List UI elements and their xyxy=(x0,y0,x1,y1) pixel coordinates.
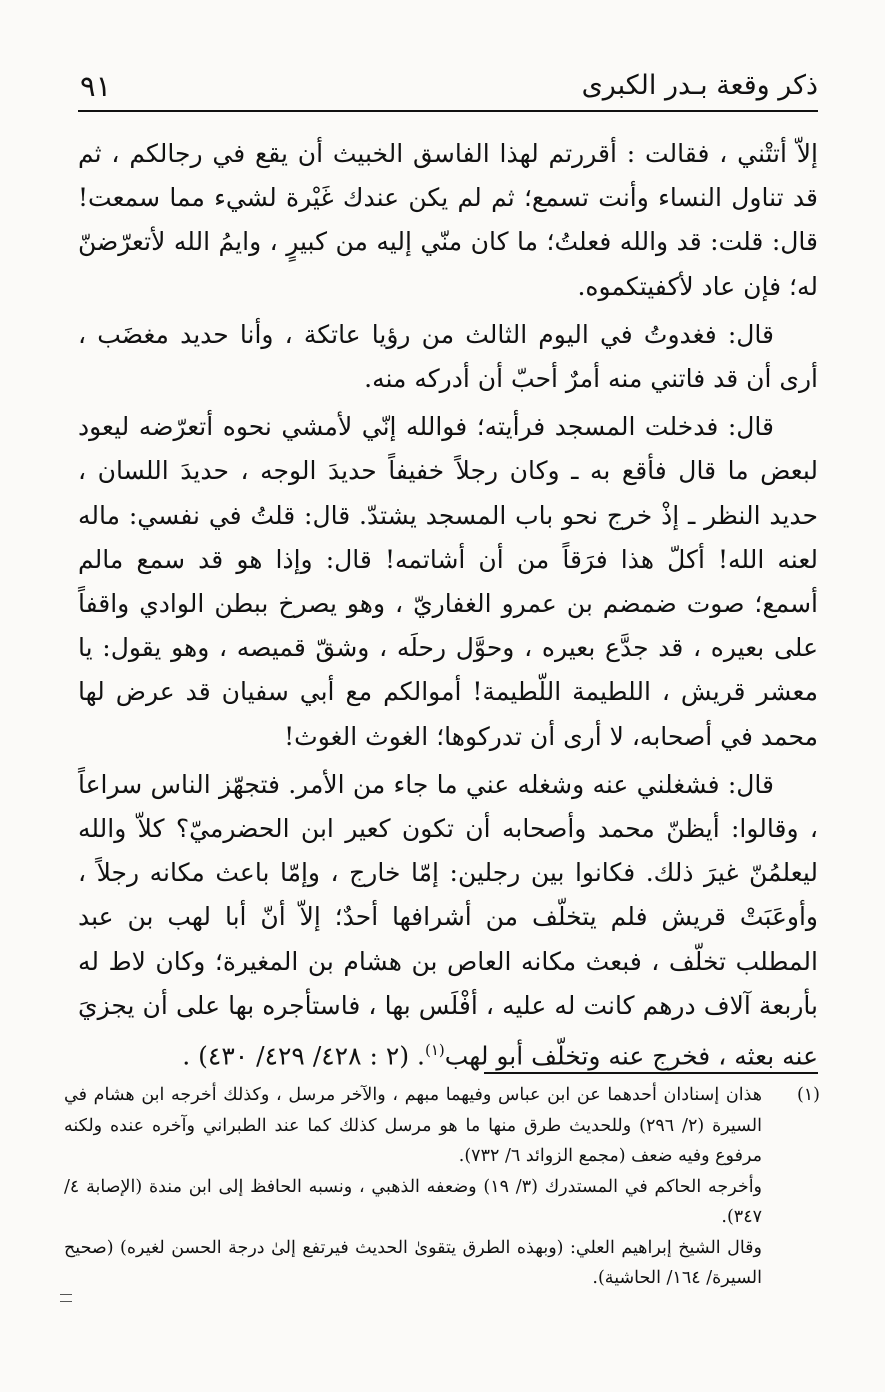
page-number: ٩١ xyxy=(80,69,112,103)
footnote xyxy=(64,1080,820,1294)
source-citation: . (٢ : ٤٢٨/ ٤٢٩/ ٤٣٠) . xyxy=(182,1041,425,1071)
footnote-separator xyxy=(484,1072,818,1074)
running-title: ذكر وقعة بـدر الكبرى xyxy=(581,70,818,101)
paragraph: قال: فغدوتُ في اليوم الثالث من رؤيا عاتكة ، وأنا حديد مغضَب ، أرى أن قد فاتني منه أمرٌ أحبّ أن أدركه منه. xyxy=(78,319,818,394)
margin-mark xyxy=(60,1294,72,1302)
footnote-paragraph: هذان إسنادان أحدهما عن ابن عباس وفيهما مبهم ، والآخر مرسل ، وكذلك أخرجه ابن هشام في السيرة (٢/ ٢٩٦) وللحديث طرق منها ما هو مرسل كذلك كما عند الطبراني وآخره عنده ولكنه مرفوع وفيه ضعف (مجمع الزوائد ٦/ ٧٣٢). xyxy=(64,1085,762,1166)
footnote-marker: (١) xyxy=(796,1085,820,1105)
footnotes xyxy=(64,1080,820,1294)
main-text xyxy=(78,132,818,1083)
page-header xyxy=(78,66,818,112)
footnote-paragraph: وأخرجه الحاكم في المستدرك (٣/ ١٩) وضعفه الذهبي ، ونسبه الحافظ إلى ابن مندة (الإصابة ٤/ ٣٤٧). xyxy=(64,1176,763,1227)
paragraph xyxy=(78,763,818,1079)
paragraph: إلاّ أتتْني ، فقالت : أقررتم لهذا الفاسق الخبيث أن يقع في رجالكم ، ثم قد تناول النساء وأنت تسمع؛ ثم لم يكن عندك غَيْرة لشيء مما سمعت! قال: قلت: قد والله فعلتُ؛ ما كان منّي إليه من كبيرٍ ، وايمُ الله لأتعرّضنّ له؛ فإن عاد لأكفيتكموه. xyxy=(78,139,818,301)
paragraph-text: قال: فشغلني عنه وشغله عني ما جاء من الأمر. فتجهّز الناس سراعاً ، وقالوا: أيظنّ محمد وأصحابه أن تكون كعير ابن الحضرميّ؟ كلاّ والله ليعلمُنّ غيرَ ذلك. فكانوا بين رجلين: إمّا خارج ، وإمّا باعث مكانه رجلاً ، وأوعَبَتْ قريش فلم يتخلّف من أشرافها أحدٌ؛ إلاّ أنّ أبا لهب بن عبد المطلب تخلّف ، فبعث مكانه العاص بن هشام بن المغيرة؛ وكان لاط له بأربعة آلاف درهم كانت له عليه ، أفْلَس بها ، فاستأجره بها على أن يجزيَ عنه بعثه ، فخرج عنه وتخلّف أبو لهب xyxy=(78,769,818,1071)
paragraph: قال: فدخلت المسجد فرأيته؛ فوالله إنّي لأمشي نحوه أتعرّضه ليعود لبعض ما قال فأقع به ـ وكان رجلاً خفيفاً حديدَ الوجه ، حديدَ اللسان ، حديد النظر ـ إذْ خرج نحو باب المسجد يشتدّ. قال: قلتُ في نفسي: ماله لعنه الله! أكلّ هذا فرَقاً من أن أشاتمه! قال: وإذا هو قد سمع مالم أسمع؛ صوت ضمضم بن عمرو الغفاريّ ، وهو يصرخ ببطن الوادي واقفاً على بعيره ، قد جدَّع بعيره ، وحوَّل رحلَه ، وشقّ قميصه ، وهو يقول: يا معشر قريش ، اللطيمة اللّطيمة! أموالكم مع أبي سفيان قد عرض لها محمد في أصحابه، لا أرى أن تدركوها؛ الغوث الغوث! xyxy=(78,412,818,751)
footnote-paragraph: وقال الشيخ إبراهيم العلي: (وبهذه الطرق يتقوىٰ الحديث فيرتفع إلىٰ درجة الحسن لغيره) (صحيح السيرة/ ١٦٤/ الحاشية). xyxy=(64,1237,762,1288)
footnote-reference: (١) xyxy=(424,1041,445,1060)
